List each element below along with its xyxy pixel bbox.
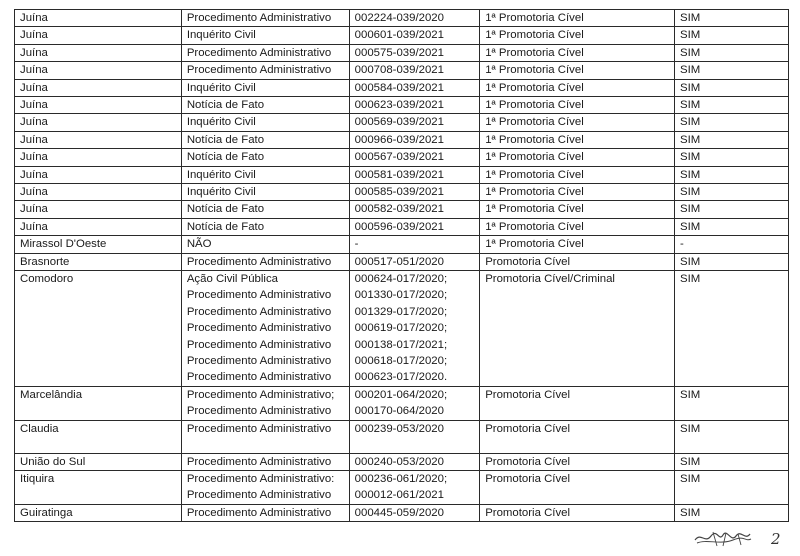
cell-tipo-line: Procedimento Administrativo (186, 455, 332, 468)
records-table-body (15, 10, 789, 522)
cell-tipo (181, 27, 349, 44)
table-row (15, 420, 789, 453)
cell-promotoria: Promotoria Cível/Criminal (480, 271, 675, 387)
cell-status: SIM (674, 10, 788, 27)
cell-promotoria: Promotoria Cível (480, 420, 675, 453)
cell-numero-line: 000582-039/2021 (354, 203, 444, 216)
cell-numero-line: 000138-017/2021; (354, 338, 448, 351)
cell-tipo-line: Inquérito Civil (186, 81, 256, 94)
cell-numero (349, 97, 480, 114)
cell-tipo-line: Inquérito Civil (186, 186, 256, 199)
cell-status: SIM (674, 420, 788, 453)
table-row (15, 27, 789, 44)
table-row (15, 149, 789, 166)
cell-status: SIM (674, 166, 788, 183)
cell-tipo (181, 453, 349, 470)
cell-tipo-line: Procedimento Administrativo (186, 64, 332, 77)
cell-numero (349, 386, 480, 420)
cell-tipo (181, 79, 349, 96)
cell-tipo-line: Inquérito Civil (186, 168, 256, 181)
cell-status: SIM (674, 184, 788, 201)
table-row (15, 271, 789, 387)
cell-numero-line: 000596-039/2021 (354, 220, 444, 233)
cell-comarca: Brasnorte (15, 253, 182, 270)
cell-status: SIM (674, 201, 788, 218)
cell-tipo-line: Procedimento Administrativo (186, 305, 332, 318)
cell-tipo (181, 149, 349, 166)
cell-numero (349, 504, 480, 521)
cell-tipo-line: Procedimento Administrativo (186, 289, 332, 302)
cell-numero-line: 000585-039/2021 (354, 186, 444, 199)
cell-promotoria: 1ª Promotoria Cível (480, 218, 675, 235)
cell-tipo-line: Notícia de Fato (186, 99, 265, 112)
table-row (15, 386, 789, 420)
cell-numero-line: 000517-051/2020 (354, 255, 444, 268)
cell-status: SIM (674, 97, 788, 114)
cell-tipo-line: Procedimento Administrativo (186, 355, 332, 368)
table-row (15, 218, 789, 235)
cell-numero (349, 471, 480, 505)
cell-status: - (674, 236, 788, 253)
cell-numero-line: - (354, 238, 359, 251)
table-row (15, 504, 789, 521)
cell-comarca: Juína (15, 218, 182, 235)
cell-promotoria: 1ª Promotoria Cível (480, 10, 675, 27)
cell-promotoria: 1ª Promotoria Cível (480, 27, 675, 44)
table-row (15, 471, 789, 505)
cell-tipo-line: Procedimento Administrativo (186, 46, 332, 59)
cell-comarca: Guiratinga (15, 504, 182, 521)
cell-comarca: Claudia (15, 420, 182, 453)
cell-numero (349, 44, 480, 61)
cell-comarca: Juína (15, 131, 182, 148)
cell-status: SIM (674, 149, 788, 166)
cell-comarca: Itiquira (15, 471, 182, 505)
cell-promotoria: 1ª Promotoria Cível (480, 114, 675, 131)
cell-comarca: Mirassol D'Oeste (15, 236, 182, 253)
cell-tipo (181, 62, 349, 79)
cell-numero (349, 114, 480, 131)
cell-promotoria: 1ª Promotoria Cível (480, 149, 675, 166)
cell-tipo (181, 44, 349, 61)
cell-status: SIM (674, 79, 788, 96)
cell-tipo-line: Procedimento Administrativo (186, 506, 332, 519)
cell-tipo-line: NÃO (186, 238, 212, 251)
cell-numero-line: 000624-017/2020; (354, 273, 448, 286)
cell-comarca: Juína (15, 44, 182, 61)
cell-numero (349, 201, 480, 218)
table-row (15, 253, 789, 270)
cell-numero-line: 000201-064/2020; (354, 388, 448, 401)
cell-numero-line: 000240-053/2020 (354, 455, 444, 468)
table-row (15, 62, 789, 79)
table-row (15, 131, 789, 148)
cell-numero-line: 000584-039/2021 (354, 81, 444, 94)
cell-comarca: Juína (15, 184, 182, 201)
signature (693, 528, 753, 550)
cell-numero-line: 000623-017/2020. (354, 371, 448, 384)
cell-numero-line: 000569-039/2021 (354, 116, 444, 129)
cell-comarca: Juína (15, 114, 182, 131)
cell-status: SIM (674, 504, 788, 521)
cell-tipo (181, 131, 349, 148)
cell-status: SIM (674, 386, 788, 420)
cell-numero (349, 236, 480, 253)
cell-tipo-line: Inquérito Civil (186, 116, 256, 129)
cell-numero (349, 79, 480, 96)
cell-promotoria: 1ª Promotoria Cível (480, 44, 675, 61)
cell-tipo-line: Notícia de Fato (186, 133, 265, 146)
cell-numero (349, 271, 480, 387)
cell-numero (349, 27, 480, 44)
table-row (15, 79, 789, 96)
cell-comarca: Juína (15, 201, 182, 218)
cell-tipo (181, 218, 349, 235)
cell-numero-line: 000623-039/2021 (354, 99, 444, 112)
cell-tipo-line: Procedimento Administrativo (186, 338, 332, 351)
cell-numero (349, 218, 480, 235)
cell-status: SIM (674, 271, 788, 387)
cell-promotoria: Promotoria Cível (480, 386, 675, 420)
cell-numero-line: 000619-017/2020; (354, 322, 448, 335)
cell-numero-line: 000708-039/2021 (354, 64, 444, 77)
cell-tipo-line: Notícia de Fato (186, 151, 265, 164)
cell-numero-line: 000575-039/2021 (354, 46, 444, 59)
table-row (15, 236, 789, 253)
cell-tipo (181, 236, 349, 253)
cell-tipo (181, 420, 349, 453)
cell-numero (349, 149, 480, 166)
table-row (15, 166, 789, 183)
cell-tipo-line: Inquérito Civil (186, 29, 256, 42)
cell-status: SIM (674, 27, 788, 44)
cell-tipo-line: Procedimento Administrativo: (186, 473, 335, 486)
cell-tipo (181, 253, 349, 270)
cell-tipo-line: Ação Civil Pública (186, 273, 278, 286)
table-row (15, 97, 789, 114)
cell-numero-line: 000966-039/2021 (354, 133, 444, 146)
cell-promotoria: 1ª Promotoria Cível (480, 62, 675, 79)
cell-status: SIM (674, 453, 788, 470)
cell-numero-line: 000236-061/2020; (354, 473, 448, 486)
cell-numero-line: 001329-017/2020; (354, 305, 448, 318)
cell-tipo (181, 504, 349, 521)
cell-comarca: Juína (15, 62, 182, 79)
cell-promotoria: 1ª Promotoria Cível (480, 166, 675, 183)
cell-numero-line: 000567-039/2021 (354, 151, 444, 164)
cell-numero-line: 002224-039/2020 (354, 12, 444, 24)
table-row (15, 453, 789, 470)
cell-tipo (181, 184, 349, 201)
cell-numero (349, 62, 480, 79)
cell-tipo (181, 271, 349, 387)
cell-tipo (181, 386, 349, 420)
cell-promotoria: 1ª Promotoria Cível (480, 184, 675, 201)
cell-tipo (181, 201, 349, 218)
cell-numero-line: 000012-061/2021 (354, 489, 444, 502)
cell-numero (349, 131, 480, 148)
cell-numero (349, 184, 480, 201)
table-row (15, 44, 789, 61)
cell-promotoria: 1ª Promotoria Cível (480, 79, 675, 96)
cell-status: SIM (674, 114, 788, 131)
cell-numero (349, 453, 480, 470)
cell-tipo (181, 114, 349, 131)
cell-tipo (181, 97, 349, 114)
cell-promotoria: Promotoria Cível (480, 471, 675, 505)
cell-promotoria: Promotoria Cível (480, 253, 675, 270)
cell-tipo-line: Procedimento Administrativo (186, 322, 332, 335)
table-row (15, 201, 789, 218)
cell-promotoria: 1ª Promotoria Cível (480, 236, 675, 253)
cell-comarca: Juína (15, 10, 182, 27)
cell-status: SIM (674, 62, 788, 79)
cell-status: SIM (674, 218, 788, 235)
cell-numero-line: 001330-017/2020; (354, 289, 448, 302)
cell-comarca: Juína (15, 149, 182, 166)
cell-tipo (181, 10, 349, 27)
cell-tipo (181, 471, 349, 505)
cell-comarca: União do Sul (15, 453, 182, 470)
table-row (15, 10, 789, 27)
table-row (15, 184, 789, 201)
cell-tipo-line: Notícia de Fato (186, 203, 265, 216)
page-number: 2 (771, 530, 781, 548)
cell-numero (349, 10, 480, 27)
cell-promotoria: Promotoria Cível (480, 504, 675, 521)
cell-numero-line: 000581-039/2021 (354, 168, 444, 181)
cell-numero-line: 000618-017/2020; (354, 355, 448, 368)
cell-comarca: Juína (15, 97, 182, 114)
cell-numero-line: 000601-039/2021 (354, 29, 444, 42)
cell-promotoria: 1ª Promotoria Cível (480, 97, 675, 114)
cell-tipo-line: Procedimento Administrativo (186, 371, 332, 384)
cell-tipo-line: Procedimento Administrativo (186, 405, 332, 418)
cell-tipo-line: Procedimento Administrativo (186, 255, 332, 268)
cell-tipo-line: Procedimento Administrativo (186, 12, 332, 24)
cell-numero (349, 253, 480, 270)
cell-numero-line: 000445-059/2020 (354, 506, 444, 519)
cell-status: SIM (674, 44, 788, 61)
cell-status: SIM (674, 253, 788, 270)
cell-comarca: Juína (15, 79, 182, 96)
cell-promotoria: 1ª Promotoria Cível (480, 201, 675, 218)
cell-comarca: Juína (15, 166, 182, 183)
cell-numero (349, 420, 480, 453)
cell-promotoria: 1ª Promotoria Cível (480, 131, 675, 148)
cell-tipo-line: Procedimento Administrativo (186, 489, 332, 502)
cell-status: SIM (674, 471, 788, 505)
cell-numero-line: 000170-064/2020 (354, 405, 444, 418)
records-table (14, 9, 789, 522)
table-row (15, 114, 789, 131)
cell-comarca: Juína (15, 27, 182, 44)
cell-comarca: Comodoro (15, 271, 182, 387)
cell-comarca: Marcelândia (15, 386, 182, 420)
cell-promotoria: Promotoria Cível (480, 453, 675, 470)
cell-status: SIM (674, 131, 788, 148)
cell-numero (349, 166, 480, 183)
cell-tipo (181, 166, 349, 183)
cell-tipo-line: Procedimento Administrativo (186, 422, 332, 435)
cell-tipo-line: Procedimento Administrativo; (186, 388, 335, 401)
cell-numero-line: 000239-053/2020 (354, 422, 444, 435)
cell-tipo-line: Notícia de Fato (186, 220, 265, 233)
